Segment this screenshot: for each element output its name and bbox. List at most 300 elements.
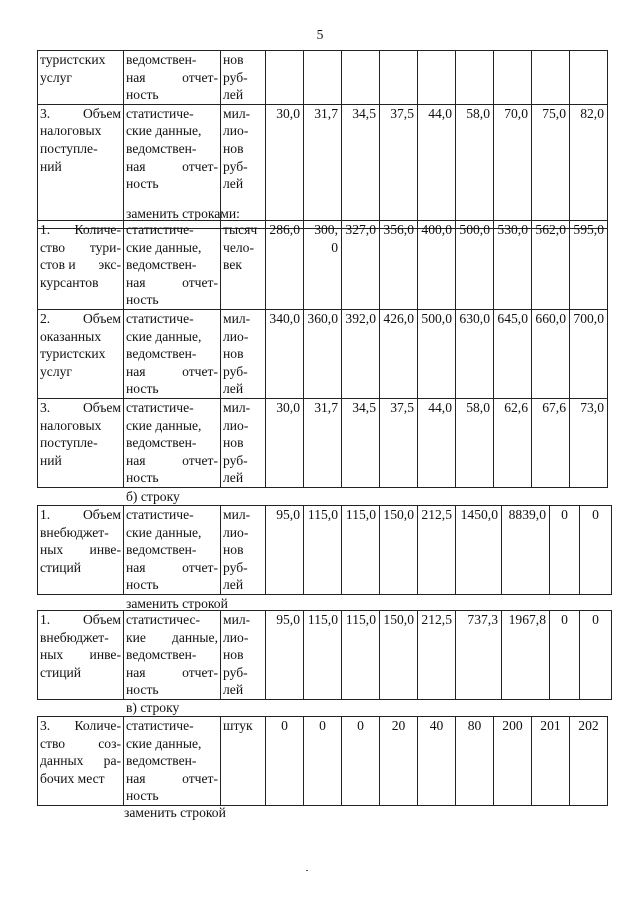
cell-line	[126, 158, 218, 176]
unit-line: лей	[223, 682, 244, 698]
value-cell: 1450,0	[456, 506, 502, 595]
cell-line	[126, 399, 218, 417]
cell-line	[126, 629, 218, 647]
cell-line	[40, 717, 121, 735]
cell-text: Количе-	[74, 222, 121, 237]
cell-text: туристских	[40, 346, 106, 362]
value-cell: 75,0	[532, 104, 570, 228]
value-cell: 300, 0	[304, 221, 342, 310]
unit-line: руб-	[223, 69, 248, 85]
cell-line	[126, 175, 218, 193]
cell-line	[126, 524, 218, 542]
indicator-cell	[38, 221, 124, 310]
cell-line	[126, 770, 218, 788]
data-table	[37, 716, 608, 806]
cell-line	[40, 274, 121, 292]
cell-text: внебюджет-	[40, 524, 109, 540]
value-cell: 356,0	[380, 221, 418, 310]
cell-text: Объем	[82, 612, 121, 627]
indicator-cell	[38, 399, 124, 488]
instruction-text: в) строку	[126, 700, 180, 715]
value-cell: 530,0	[494, 221, 532, 310]
cell-line	[126, 417, 218, 435]
unit-line: нов	[223, 346, 244, 362]
value-cell: 73,0	[570, 399, 608, 488]
cell-line	[40, 417, 121, 435]
cell-text: ная	[126, 664, 146, 680]
cell-line	[40, 221, 121, 239]
cell-text: ские данные,	[126, 735, 202, 751]
value-cell: 660,0	[532, 310, 570, 399]
cell-text: ная	[126, 158, 146, 174]
cell-text: экс-	[98, 257, 121, 273]
unit-line: лей	[223, 577, 244, 593]
cell-text: ведомствен-	[126, 346, 197, 362]
value-cell: 0	[266, 717, 304, 806]
data-table	[37, 220, 608, 488]
value-cell: 212,5	[418, 506, 456, 595]
cell-line	[126, 51, 218, 69]
cell-text: бочих мест	[40, 770, 105, 786]
data-table	[37, 505, 612, 595]
cell-text: стиций	[40, 559, 82, 575]
value-cell	[456, 51, 494, 105]
value-cell: 400,0	[418, 221, 456, 310]
value-cell: 95,0	[266, 506, 304, 595]
cell-line	[126, 345, 218, 363]
value-cell: 0	[580, 506, 612, 595]
cell-line	[40, 310, 121, 328]
cell-line	[40, 122, 121, 140]
indicator-cell	[38, 51, 124, 105]
table-row	[38, 506, 612, 595]
value-cell: 82,0	[570, 104, 608, 228]
cell-line	[40, 69, 121, 87]
cell-line	[126, 611, 218, 629]
table-row	[38, 611, 612, 700]
unit-line: мил-	[223, 105, 251, 121]
value-cell: 44,0	[418, 399, 456, 488]
cell-line	[126, 717, 218, 735]
cell-line	[126, 541, 218, 559]
value-cell: 327,0	[342, 221, 380, 310]
indicator-cell	[38, 717, 124, 806]
cell-text: оказанных	[40, 328, 102, 344]
cell-text: ная	[126, 770, 146, 786]
cell-text: ная	[126, 274, 146, 290]
unit-line: мил-	[223, 612, 251, 627]
cell-line	[40, 559, 121, 577]
cell-text: ний	[40, 158, 62, 174]
value-cell: 31,7	[304, 399, 342, 488]
cell-text: инве-	[89, 647, 121, 663]
indicator-cell	[38, 611, 124, 700]
cell-line	[126, 274, 218, 292]
value-cell	[342, 51, 380, 105]
cell-text: 2.	[40, 311, 51, 326]
cell-line	[126, 122, 218, 140]
unit-line: мил-	[223, 311, 251, 326]
unit-cell	[221, 611, 266, 700]
cell-line	[40, 452, 121, 470]
value-cell: 20	[380, 717, 418, 806]
value-cell	[570, 51, 608, 105]
value-cell: 500,0	[456, 221, 494, 310]
value-cell: 40	[418, 717, 456, 806]
cell-text: ность	[126, 87, 159, 103]
cell-line	[40, 328, 121, 346]
cell-text: 1.	[40, 612, 51, 627]
cell-line	[40, 158, 121, 176]
value-cell: 44,0	[418, 104, 456, 228]
cell-text: услуг	[40, 69, 72, 85]
value-cell: 700,0	[570, 310, 608, 399]
cell-line	[40, 434, 121, 452]
cell-text: стов и	[40, 257, 76, 273]
cell-text: ские данные,	[126, 417, 202, 433]
unit-line: мил-	[223, 400, 251, 415]
value-cell: 115,0	[342, 611, 380, 700]
value-cell: 8839,0	[502, 506, 550, 595]
cell-text: ство	[40, 239, 66, 255]
cell-line	[126, 434, 218, 452]
unit-line: лио-	[223, 328, 249, 344]
cell-text: ность	[126, 577, 159, 593]
cell-text: Объем	[82, 311, 121, 326]
value-cell: 0	[580, 611, 612, 700]
cell-text: ские данные,	[126, 524, 202, 540]
value-cell	[532, 51, 570, 105]
cell-line	[126, 69, 218, 87]
value-cell: 115,0	[342, 506, 380, 595]
unit-line: лио-	[223, 524, 249, 540]
cell-text: статистиче-	[126, 507, 194, 522]
cell-line	[126, 469, 218, 487]
unit-line: штук	[223, 718, 253, 733]
cell-text: ная	[126, 559, 146, 575]
cell-text: ность	[126, 381, 159, 397]
cell-line	[40, 611, 121, 629]
cell-text: данные,	[171, 629, 218, 645]
unit-cell	[221, 506, 266, 595]
cell-line	[40, 256, 121, 274]
cell-text: ная	[126, 452, 146, 468]
cell-text: туристских	[40, 52, 106, 67]
cell-text: налоговых	[40, 417, 102, 433]
cell-text: ность	[126, 292, 159, 308]
value-cell: 95,0	[266, 611, 304, 700]
cell-text: Количе-	[74, 718, 121, 733]
cell-line	[126, 363, 218, 381]
cell-text: статистиче-	[126, 222, 194, 237]
value-cell: 37,5	[380, 104, 418, 228]
source-cell	[124, 310, 221, 399]
cell-line	[126, 328, 218, 346]
value-cell: 30,0	[266, 104, 304, 228]
value-cell: 150,0	[380, 506, 418, 595]
cell-line	[40, 664, 121, 682]
cell-text: курсантов	[40, 274, 99, 290]
cell-text: ведомствен-	[126, 647, 197, 663]
value-cell: 0	[304, 717, 342, 806]
unit-line: нов	[223, 140, 244, 156]
value-cell	[266, 51, 304, 105]
cell-text: ная	[126, 363, 146, 379]
cell-text: ний	[40, 452, 62, 468]
cell-text: ность	[126, 470, 159, 486]
value-cell: 30,0	[266, 399, 304, 488]
cell-text: внебюджет-	[40, 629, 109, 645]
cell-line	[40, 239, 121, 257]
value-cell: 360,0	[304, 310, 342, 399]
cell-text: ных	[40, 647, 64, 663]
unit-line: нов	[223, 52, 244, 67]
cell-line	[126, 86, 218, 104]
footer-mark	[306, 870, 308, 871]
value-cell: 70,0	[494, 104, 532, 228]
value-cell: 340,0	[266, 310, 304, 399]
unit-line: руб-	[223, 158, 248, 174]
value-cell	[494, 51, 532, 105]
cell-text: ские данные,	[126, 328, 202, 344]
unit-cell	[221, 399, 266, 488]
unit-line: нов	[223, 647, 244, 663]
value-cell: 115,0	[304, 506, 342, 595]
value-cell: 0	[342, 717, 380, 806]
unit-line: нов	[223, 435, 244, 451]
unit-line: тысяч	[223, 222, 258, 237]
table-row	[38, 310, 608, 399]
cell-text: отчет-	[182, 158, 218, 174]
source-cell	[124, 506, 221, 595]
cell-line	[40, 399, 121, 417]
cell-text: Объем	[82, 507, 121, 522]
value-cell: 201	[532, 717, 570, 806]
cell-line	[40, 506, 121, 524]
unit-line: руб-	[223, 363, 248, 379]
cell-line	[126, 291, 218, 309]
table-row	[38, 221, 608, 310]
cell-line	[126, 681, 218, 699]
value-cell: 200	[494, 717, 532, 806]
unit-line: лио-	[223, 417, 249, 433]
unit-line: лио-	[223, 123, 249, 139]
cell-text: статистичес-	[126, 612, 201, 627]
unit-line: руб-	[223, 664, 248, 680]
unit-line: руб-	[223, 452, 248, 468]
cell-text: отчет-	[182, 559, 218, 575]
value-cell: 80	[456, 717, 494, 806]
cell-text: ность	[126, 788, 159, 804]
cell-line	[126, 140, 218, 158]
cell-text: статистиче-	[126, 311, 194, 326]
table-row	[38, 51, 608, 105]
cell-text: 1.	[40, 507, 51, 522]
cell-line	[40, 51, 121, 69]
value-cell: 392,0	[342, 310, 380, 399]
cell-text: ские данные,	[126, 123, 202, 139]
cell-line	[126, 752, 218, 770]
cell-text: поступле-	[40, 435, 98, 451]
value-cell: 150,0	[380, 611, 418, 700]
value-cell: 1967,8	[502, 611, 550, 700]
value-cell: 500,0	[418, 310, 456, 399]
unit-line: лио-	[223, 629, 249, 645]
value-cell: 202	[570, 717, 608, 806]
value-cell: 630,0	[456, 310, 494, 399]
value-cell: 595,0	[570, 221, 608, 310]
value-cell	[418, 51, 456, 105]
value-cell: 0	[550, 506, 580, 595]
cell-text: ведомствен-	[126, 52, 197, 67]
instruction-text: заменить строкой	[126, 596, 228, 611]
cell-text: услуг	[40, 363, 72, 379]
unit-cell	[221, 221, 266, 310]
cell-text: 3.	[40, 718, 51, 733]
cell-line	[126, 105, 218, 123]
indicator-cell	[38, 506, 124, 595]
unit-line: лей	[223, 470, 244, 486]
cell-line	[126, 559, 218, 577]
cell-line	[126, 787, 218, 805]
cell-line	[40, 140, 121, 158]
cell-text: 1.	[40, 222, 51, 237]
cell-text: ство	[40, 735, 66, 751]
cell-text: ность	[126, 176, 159, 192]
indicator-cell	[38, 104, 124, 228]
cell-line	[126, 256, 218, 274]
cell-line	[40, 345, 121, 363]
unit-line: лей	[223, 176, 244, 192]
cell-text: тури-	[89, 239, 121, 255]
cell-text: отчет-	[182, 770, 218, 786]
cell-text: 3.	[40, 105, 51, 121]
cell-text: данных	[40, 753, 84, 769]
value-cell: 31,7	[304, 104, 342, 228]
source-cell	[124, 51, 221, 105]
cell-text: стиций	[40, 664, 82, 680]
cell-text: ных	[40, 542, 64, 558]
value-cell: 212,5	[418, 611, 456, 700]
unit-line: век	[223, 257, 242, 273]
cell-text: ная	[126, 69, 146, 85]
cell-text: отчет-	[182, 664, 218, 680]
data-table	[37, 610, 612, 700]
table-row	[38, 399, 608, 488]
value-cell: 115,0	[304, 611, 342, 700]
cell-line	[126, 576, 218, 594]
cell-text: ведомствен-	[126, 140, 197, 156]
unit-cell	[221, 310, 266, 399]
value-cell: 645,0	[494, 310, 532, 399]
value-cell: 58,0	[456, 104, 494, 228]
cell-line	[126, 239, 218, 257]
value-cell: 737,3	[456, 611, 502, 700]
value-cell: 58,0	[456, 399, 494, 488]
cell-line	[40, 105, 121, 123]
unit-line: нов	[223, 542, 244, 558]
source-cell	[124, 221, 221, 310]
cell-text: налоговых	[40, 123, 102, 139]
unit-cell	[221, 717, 266, 806]
cell-text: инве-	[89, 542, 121, 558]
cell-line	[126, 664, 218, 682]
value-cell	[380, 51, 418, 105]
cell-text: Объем	[82, 400, 121, 415]
unit-line: руб-	[223, 559, 248, 575]
data-table	[37, 50, 608, 229]
value-cell: 0	[550, 611, 580, 700]
source-cell	[124, 399, 221, 488]
cell-line	[40, 629, 121, 647]
cell-line	[126, 310, 218, 328]
instruction-text: б) строку	[126, 489, 180, 504]
cell-line	[40, 541, 121, 559]
cell-text: поступле-	[40, 140, 98, 156]
value-cell: 67,6	[532, 399, 570, 488]
cell-text: отчет-	[182, 69, 218, 85]
value-cell: 426,0	[380, 310, 418, 399]
cell-text: кие	[126, 629, 146, 645]
source-cell	[124, 611, 221, 700]
cell-text: статистиче-	[126, 400, 194, 415]
cell-text: ведомствен-	[126, 542, 197, 558]
cell-line	[40, 646, 121, 664]
value-cell: 37,5	[380, 399, 418, 488]
cell-text: ра-	[103, 753, 121, 769]
cell-line	[126, 380, 218, 398]
unit-cell	[221, 51, 266, 105]
cell-line	[40, 770, 121, 788]
cell-text: ведомствен-	[126, 257, 197, 273]
unit-line: мил-	[223, 507, 251, 522]
cell-text: ские данные,	[126, 239, 202, 255]
indicator-cell	[38, 310, 124, 399]
cell-text: отчет-	[182, 452, 218, 468]
cell-text: ведомствен-	[126, 435, 197, 451]
value-cell: 34,5	[342, 104, 380, 228]
cell-text: ведомствен-	[126, 753, 197, 769]
cell-line	[126, 506, 218, 524]
cell-line	[126, 646, 218, 664]
cell-line	[40, 735, 121, 753]
cell-text: отчет-	[182, 363, 218, 379]
value-cell: 562,0	[532, 221, 570, 310]
table-row	[38, 717, 608, 806]
cell-text: отчет-	[182, 274, 218, 290]
table-row	[38, 104, 608, 228]
cell-text: Объем	[82, 105, 121, 121]
value-cell	[304, 51, 342, 105]
cell-text: статистиче-	[126, 718, 194, 733]
source-cell	[124, 717, 221, 806]
cell-text: статистиче-	[126, 105, 194, 121]
cell-text: соз-	[98, 735, 121, 751]
cell-line	[40, 752, 121, 770]
page-number: 5	[316, 27, 324, 42]
cell-line	[40, 363, 121, 381]
cell-line	[126, 221, 218, 239]
unit-line: лей	[223, 87, 244, 103]
instruction-text: заменить строками:	[126, 206, 240, 221]
unit-line: чело-	[223, 239, 254, 255]
value-cell: 62,6	[494, 399, 532, 488]
cell-text: 3.	[40, 400, 51, 415]
cell-text: ность	[126, 682, 159, 698]
cell-line	[126, 452, 218, 470]
cell-line	[126, 735, 218, 753]
unit-line: лей	[223, 381, 244, 397]
